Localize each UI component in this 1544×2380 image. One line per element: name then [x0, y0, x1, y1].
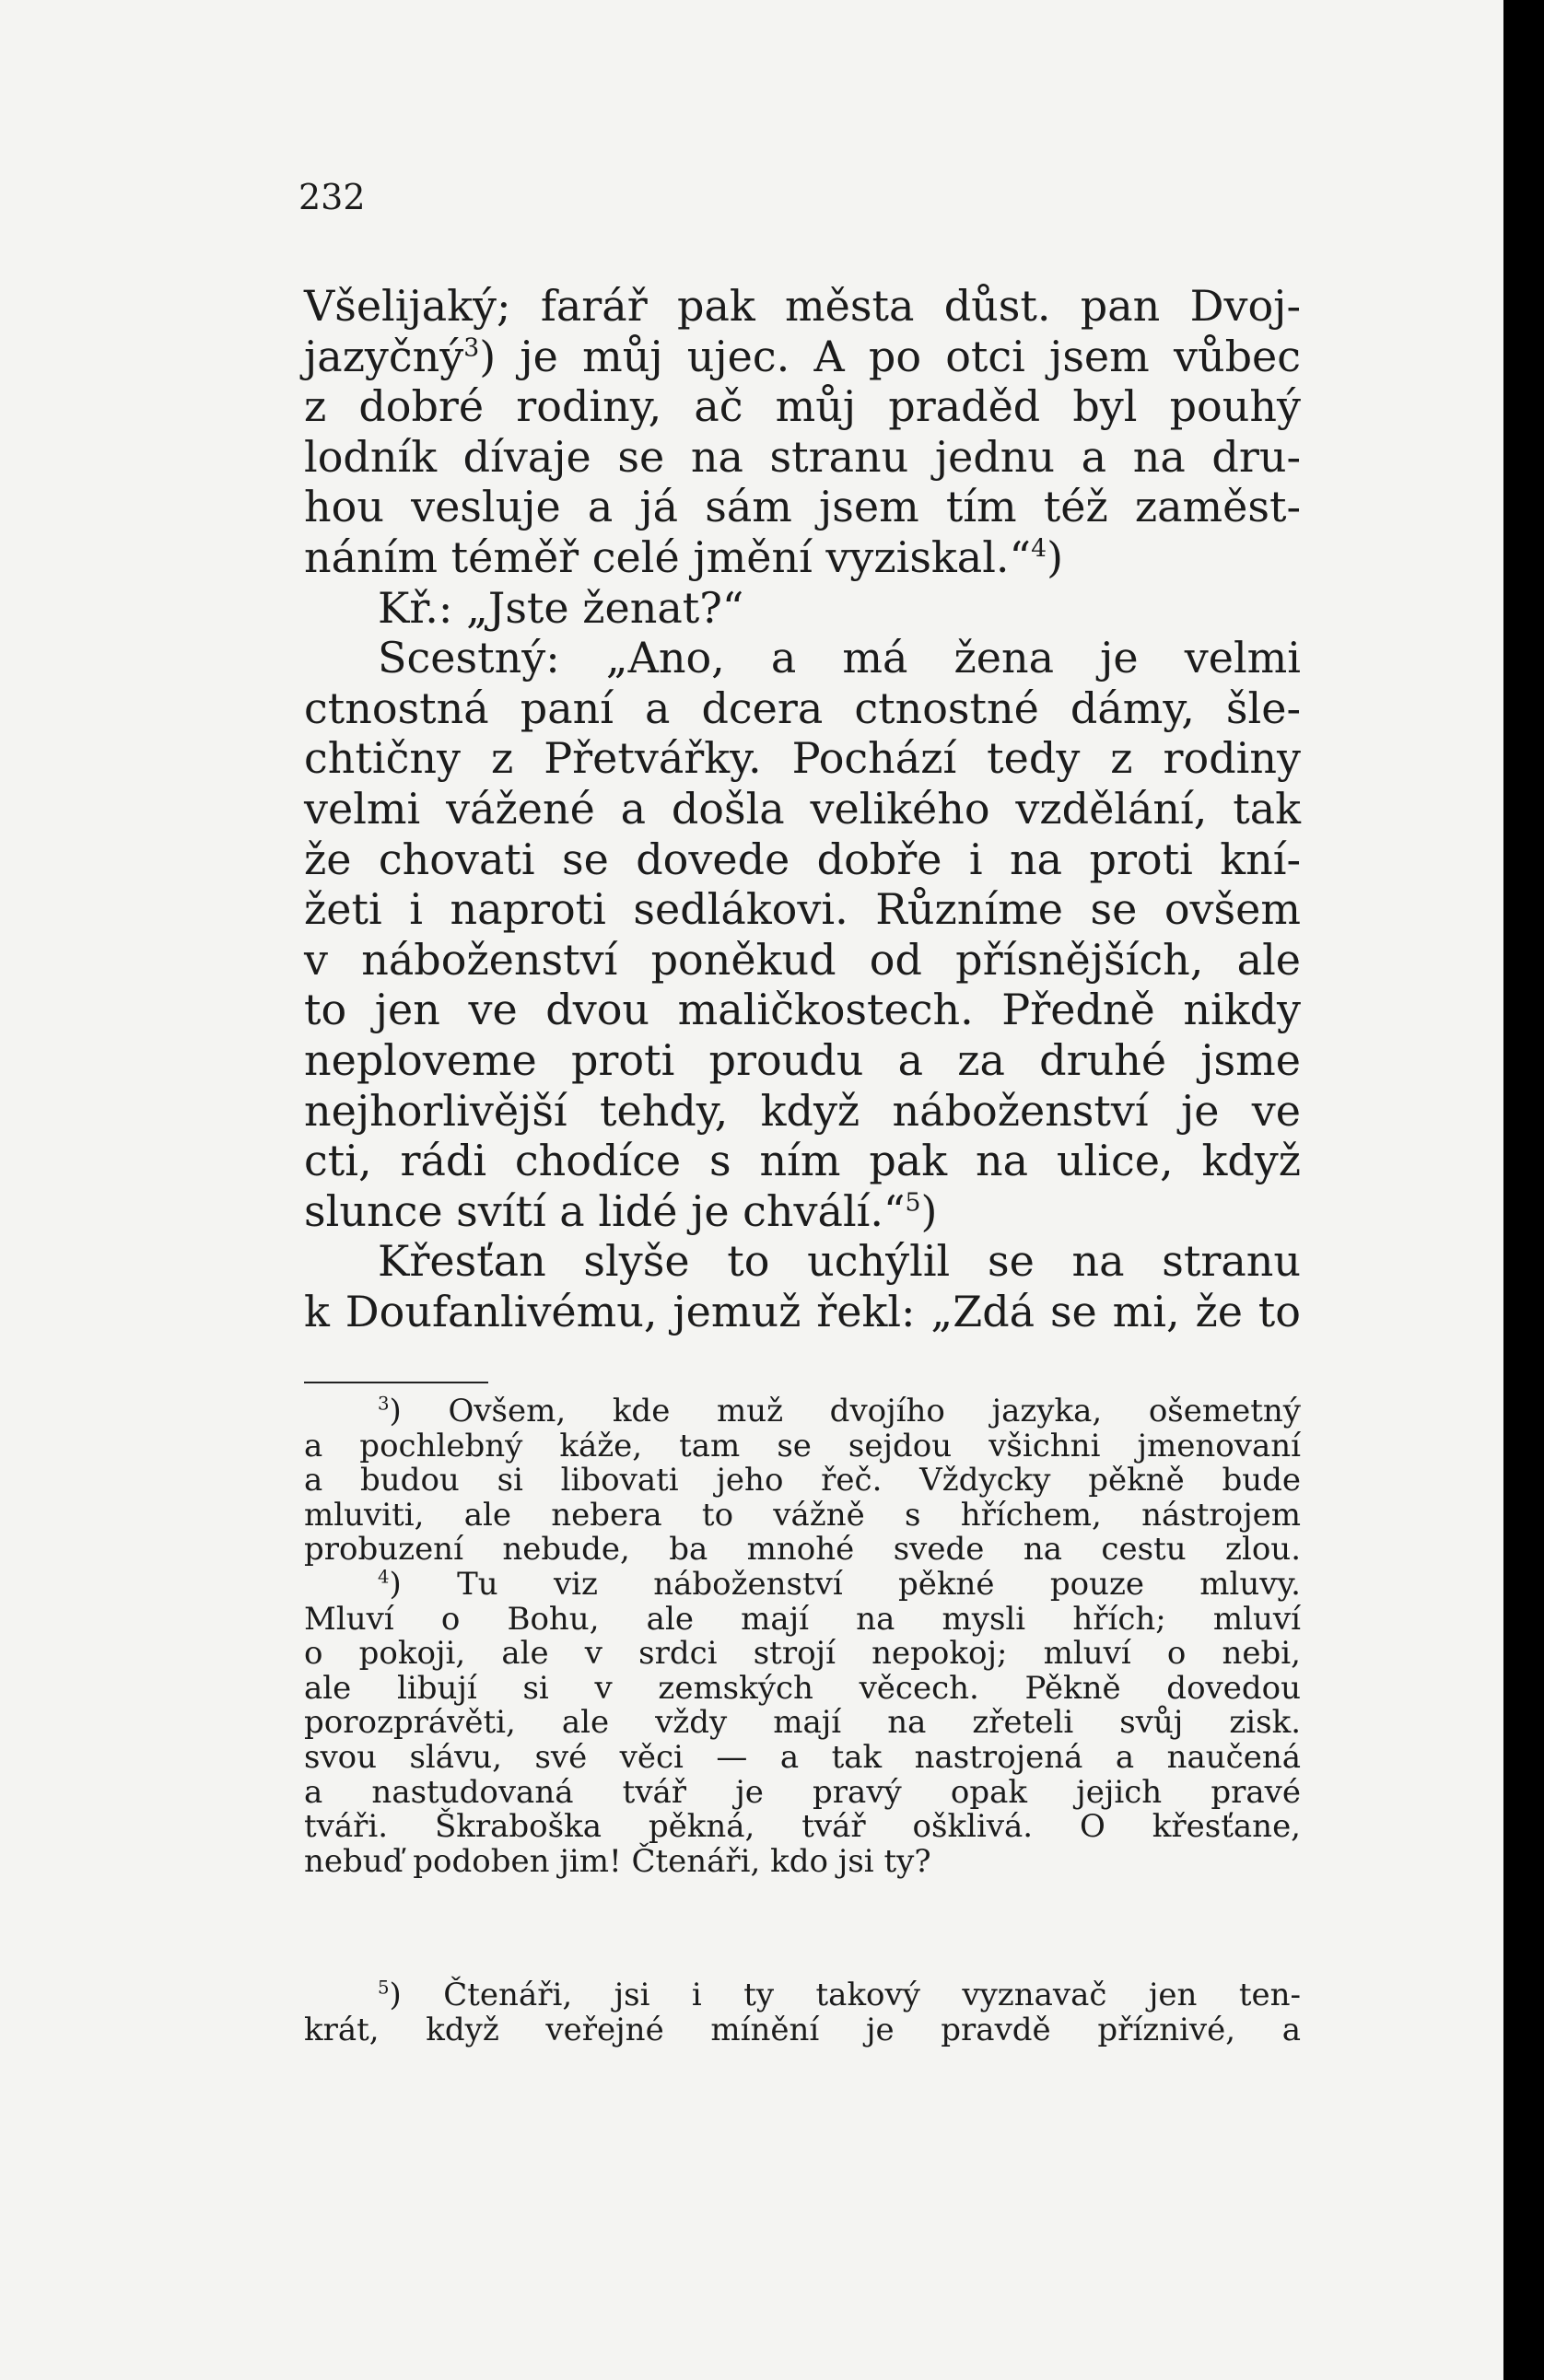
footnote-line: o pokoji, ale v srdci strojí nepokoj; mluví o nebi,	[304, 1635, 1301, 1673]
text-line: hou vesluje a já sám jsem tím též zaměst-	[304, 482, 1301, 532]
text-line: neploveme proti proudu a za druhé jsme	[304, 1034, 1301, 1085]
footnote-ref: 3	[463, 333, 480, 363]
footnote-line: $^5$) Čtenáři, jsi i ty takový vyznavač jen ten-	[378, 1977, 1301, 2013]
footnote-line: ale libují si v zemských věcech. Pěkně dovedou	[304, 1669, 1301, 1707]
footnote-line: Mluví o Bohu, ale mají na mysli hřích; mluví	[304, 1600, 1301, 1638]
text-line: lodník dívaje se na stranu jednu a na dru-	[304, 431, 1301, 482]
text-line: v náboženství poněkud od přísnějších, ale	[304, 934, 1301, 985]
text-line: Všelijaký; farář pak města důst. pan Dvoj-	[304, 281, 1301, 331]
footnote-marker: 3	[378, 1393, 390, 1415]
footnotes-continued	[304, 1978, 1301, 2048]
text-line: Scestný: „Ano, a má žena je velmi	[378, 633, 1301, 683]
footnote-line: probuzení nebude, ba mnohé svede na cestu zlou.	[304, 1531, 1301, 1569]
footnote-separator	[304, 1382, 488, 1383]
footnote-line: tváři. Škraboška pěkná, tvář ošklivá. O křesťane,	[304, 1808, 1301, 1846]
text-line: žeti i naproti sedlákovi. Různíme se ovšem	[304, 884, 1301, 935]
text-line: cti, rádi chodíce s ním pak na ulice, když	[304, 1136, 1301, 1186]
footnote-line: mluviti, ale nebera to vážně s hříchem, nástrojem	[304, 1496, 1301, 1534]
footnotes	[304, 1394, 1301, 1879]
footnote-line: nebuď podoben jim! Čtenáři, kdo jsi ty?	[304, 1842, 931, 1880]
footnote-marker: 4	[378, 1566, 390, 1588]
footnote-ref: 4	[1031, 534, 1047, 564]
text-line: Kř.: „Jste ženat?“	[378, 582, 744, 633]
text-line: náním téměř celé jmění vyziskal.“$^4$)	[304, 531, 1064, 582]
text-line: Křesťan slyše to uchýlil se na stranu	[378, 1236, 1301, 1287]
footnote-line: krát, když veřejné mínění je pravdě příznivé, a	[304, 2011, 1301, 2048]
page-number: 232	[298, 177, 366, 217]
footnote-line: a budou si libovati jeho řeč. Vždycky pěkně bude	[304, 1462, 1301, 1499]
text-line: jazyčný$^3$) je můj ujec. A po otci jsem vůbec	[304, 331, 1301, 381]
text-line: že chovati se dovede dobře i na proti kní-	[304, 834, 1301, 884]
main-text	[304, 281, 1301, 1336]
text-line: z dobré rodiny, ač můj praděd byl pouhý	[304, 381, 1301, 432]
text-line: ctnostná paní a dcera ctnostné dámy, šle-	[304, 682, 1301, 733]
text-line: to jen ve dvou maličkostech. Předně nikdy	[304, 985, 1301, 1035]
text-line: k Doufanlivému, jemuž řekl: „Zdá se mi, že to	[304, 1286, 1301, 1336]
footnote-line: a pochlebný káže, tam se sejdou všichni jmenovaní	[304, 1427, 1301, 1464]
footnote-line: $^4$) Tu viz náboženství pěkné pouze mluvy.	[378, 1565, 1301, 1603]
footnote-line: $^3$) Ovšem, kde muž dvojího jazyka, ošemetný	[378, 1393, 1301, 1429]
text-line: nejhorlivější tehdy, když náboženství je ve	[304, 1085, 1301, 1136]
footnote-line: a nastudovaná tvář je pravý opak jejich pravé	[304, 1773, 1301, 1811]
text-line: chtičny z Přetvářky. Pochází tedy z rodiny	[304, 733, 1301, 784]
text-line: slunce svítí a lidé je chválí.“$^5$)	[304, 1185, 938, 1236]
footnote-marker: 5	[378, 1977, 390, 1999]
footnote-line: svou slávu, své věci — a tak nastrojená a naučená	[304, 1738, 1301, 1776]
footnote-ref: 5	[905, 1188, 921, 1218]
footnote-line: porozprávěti, ale vždy mají na zřeteli svůj zisk.	[304, 1704, 1301, 1742]
text-line: velmi vážené a došla velikého vzdělání, tak	[304, 783, 1301, 834]
